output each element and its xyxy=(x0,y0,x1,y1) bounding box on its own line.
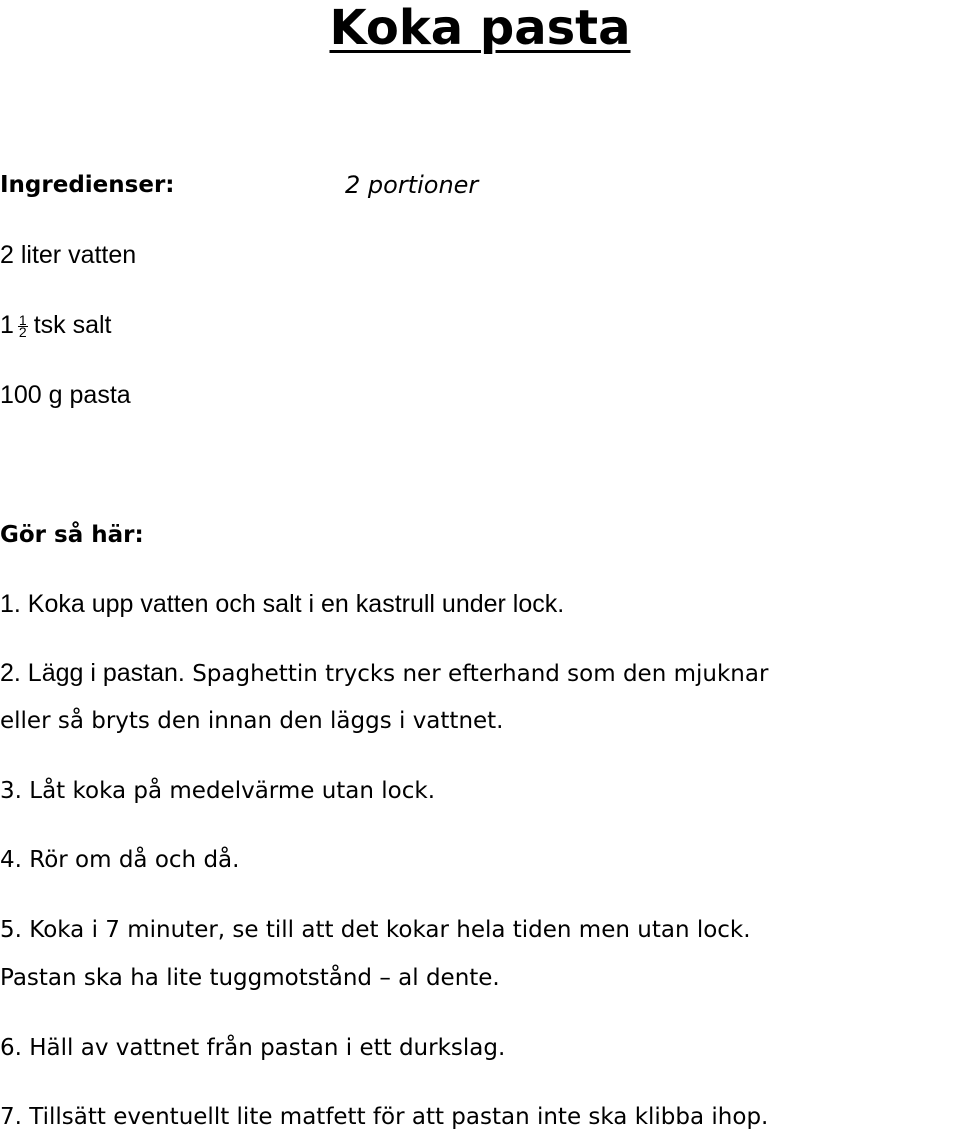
page-title: Koka pasta xyxy=(329,0,631,56)
step-4: 4. Rör om då och då. xyxy=(0,847,240,873)
fraction-half: $\frac{1}{2}$ xyxy=(18,311,27,340)
step-7: 7. Tillsätt eventuellt lite matfett för att pastan inte ska klibba ihop. xyxy=(0,1104,769,1130)
ingredient-pasta: 100 g pasta xyxy=(0,381,131,409)
step-5: 5. Koka i 7 minuter, se till att det kokar hela tiden men utan lock. xyxy=(0,917,751,943)
step-3: 3. Låt koka på medelvärme utan lock. xyxy=(0,778,436,804)
step-2: 2. Lägg i pastan. Spaghettin trycks ner efterhand som den mjuknar xyxy=(0,659,769,687)
step-1: 1. Koka upp vatten och salt i en kastrull under lock. xyxy=(0,590,565,618)
step-5-continued: Pastan ska ha lite tuggmotstånd – al dente. xyxy=(0,965,500,991)
instructions-heading: Gör så här: xyxy=(0,522,144,548)
ingredient-water: 2 liter vatten xyxy=(0,241,137,269)
step-6: 6. Häll av vattnet från pastan i ett durkslag. xyxy=(0,1035,506,1061)
step-2-continued: eller så bryts den innan den läggs i vattnet. xyxy=(0,708,504,734)
ingredients-heading: Ingredienser: xyxy=(0,172,175,198)
servings-label: 2 portioner xyxy=(345,171,479,199)
ingredient-salt: 1 $\frac{1}{2}$ tsk salt xyxy=(0,311,112,340)
